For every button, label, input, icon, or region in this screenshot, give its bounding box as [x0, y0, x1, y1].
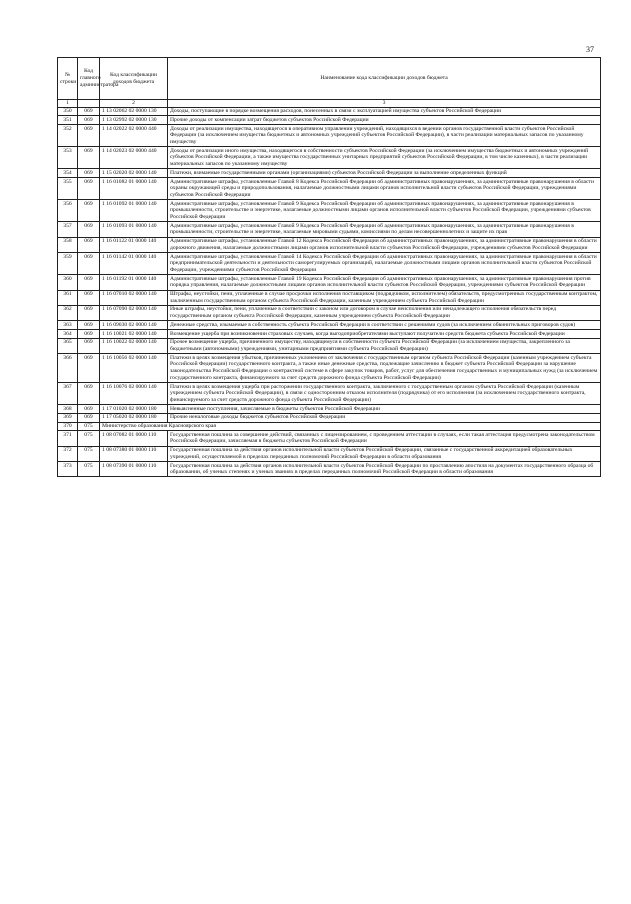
name-cell: Доходы, поступающие в порядке возмещения расходов, понесенных в связи с эксплуатацией имущества субъектов Российской Федерации: [168, 107, 601, 116]
table-row: [58, 116, 601, 125]
budget-code-cell: 1 17 05020 02 0000 180: [100, 413, 168, 422]
name-cell: Иные штрафы, неустойки, пени, уплаченные в соответствии с законом или договором в случае неисполнения или ненадлежащего исполнения обязательств перед государственным органом субъекта Российской Федерации, казенным учреждением субъекта Российской Федерации: [168, 305, 601, 320]
budget-code-cell: 1 16 01093 01 0000 140: [100, 222, 168, 237]
name-cell: Прочие доходы от компенсации затрат бюджетов субъектов Российской Федерации: [168, 116, 601, 125]
table-row: [58, 147, 601, 169]
column-numbers-row: [58, 100, 601, 108]
row-number-cell: 373: [58, 462, 78, 477]
table-row: [58, 178, 601, 200]
budget-code-cell: 1 08 07380 01 0000 110: [100, 446, 168, 461]
column-number: 1: [58, 100, 78, 108]
row-number-cell: 355: [58, 178, 78, 200]
name-cell: Штрафы, неустойки, пени, уплаченные в случае просрочки исполнения поставщиком (подрядчиком, исполнителем) обязательств, предусмотренных государственным контрактом, заключенным государственным органом субъекта Российской Федерации, казенным учреждением субъекта Российской Федерации: [168, 290, 601, 305]
admin-code-cell: 069: [78, 237, 100, 252]
admin-code-cell: 069: [78, 290, 100, 305]
budget-code-cell: 1 16 01122 01 0000 140: [100, 237, 168, 252]
admin-code-cell: 075: [78, 422, 100, 431]
row-number-cell: 361: [58, 290, 78, 305]
name-cell: Доходы от реализации имущества, находящегося в оперативном управлении учреждений, находящихся в ведении органов государственной власти субъектов Российской Федерации (за исключением имущества бюджетных и автономных учреждений субъектов Российской Федерации), в части реализации материальных запасов по указанному имуществу: [168, 125, 601, 147]
budget-code-cell: 1 16 09030 02 0000 140: [100, 321, 168, 330]
name-cell: Платежи в целях возмещения ущерба при расторжении государственного контракта, заключенного с государственным органом субъекта Российской Федерации (казенным учреждением субъекта Российской Федерации), в связи с односторонним отказом исполнителя (подрядчика) от его исполнения (за исключением государственного контракта, финансируемого за счет средств дорожного фонда субъекта Российской Федерации): [168, 383, 601, 405]
admin-code-cell: 069: [78, 405, 100, 414]
admin-code-cell: 069: [78, 354, 100, 383]
admin-code-cell: 069: [78, 413, 100, 422]
budget-code-cell: 1 16 01092 01 0000 140: [100, 200, 168, 222]
row-number-cell: 365: [58, 338, 78, 353]
budget-code-cell: 1 13 02062 02 0000 130: [100, 107, 168, 116]
row-number-cell: 351: [58, 116, 78, 125]
column-header-budget-code: Код классификации доходов бюджета: [100, 58, 168, 100]
row-number-cell: 358: [58, 237, 78, 252]
name-cell: Невыясненные поступления, зачисляемые в бюджеты субъектов Российской Федерации: [168, 405, 601, 414]
table-row: [58, 462, 601, 477]
table-row: [58, 275, 601, 290]
row-number-cell: 362: [58, 305, 78, 320]
budget-code-cell: 1 17 01020 02 0000 180: [100, 405, 168, 414]
admin-code-cell: 075: [78, 431, 100, 446]
budget-code-cell: 1 08 07390 01 0000 110: [100, 462, 168, 477]
table-row: [58, 237, 601, 252]
table-row: [58, 338, 601, 353]
table-row: [58, 431, 601, 446]
row-number-cell: 353: [58, 147, 78, 169]
table-row: [58, 446, 601, 461]
budget-code-cell: 1 16 01082 01 0000 140: [100, 178, 168, 200]
row-number-cell: 364: [58, 330, 78, 339]
budget-code-cell: 1 16 10076 02 0000 140: [100, 383, 168, 405]
name-cell: Прочее возмещение ущерба, причиненного имуществу, находящемуся в собственности субъекта Российской Федерации (за исключением имущества, закрепленного за бюджетными (автономными) учреждениями, унитарными предприятиями субъекта Российской Федерации): [168, 338, 601, 353]
admin-code-cell: 069: [78, 275, 100, 290]
name-cell: Административные штрафы, установленные Главой 12 Кодекса Российской Федерации об административных правонарушениях, за административные правонарушения в области дорожного движения, налагаемые должностными лицами органов исполнительной власти субъектов Российской Федерации, учреждениями субъектов Российской Федерации: [168, 237, 601, 252]
admin-code-cell: 075: [78, 462, 100, 477]
admin-code-cell: 069: [78, 321, 100, 330]
budget-code-cell: 1 14 02023 02 0000 440: [100, 147, 168, 169]
admin-code-cell: 069: [78, 222, 100, 237]
table-row: [58, 330, 601, 339]
admin-code-cell: 075: [78, 446, 100, 461]
admin-code-cell: 069: [78, 169, 100, 178]
name-cell: Денежные средства, изымаемые в собственность субъекта Российской Федерации в соответствии с решениями судов (за исключением обвинительных приговоров судов): [168, 321, 601, 330]
admin-code-cell: 069: [78, 305, 100, 320]
table-row: [58, 222, 601, 237]
admin-code-cell: 069: [78, 330, 100, 339]
name-cell: Административные штрафы, установленные Главой 9 Кодекса Российской Федерации об административных правонарушениях, за административные правонарушения в промышленности, строительстве и энергетике, налагаемые должностными лицами органов исполнительной власти субъектов Российской Федерации, учреждениями субъектов Российской Федерации: [168, 200, 601, 222]
budget-classification-table: [57, 57, 601, 477]
column-header-row-number: № строки: [58, 58, 78, 100]
admin-code-cell: 069: [78, 178, 100, 200]
table-body: [58, 107, 601, 477]
row-number-cell: 371: [58, 431, 78, 446]
name-cell: Возмещение ущерба при возникновении страховых случаев, когда выгодоприобретателями выступают получатели средств бюджета субъекта Российской Федерации: [168, 330, 601, 339]
budget-code-cell: Министерство образования Красноярского края: [100, 422, 168, 431]
column-number: 3: [168, 100, 601, 108]
column-number: 2: [100, 100, 168, 108]
budget-code-cell: 1 16 07090 02 0000 140: [100, 305, 168, 320]
table-row: [58, 290, 601, 305]
table-row: [58, 107, 601, 116]
name-cell: Прочие неналоговые доходы бюджетов субъектов Российской Федерации: [168, 413, 601, 422]
table-row: [58, 125, 601, 147]
row-number-cell: 352: [58, 125, 78, 147]
name-cell: [168, 422, 601, 431]
column-number: [78, 100, 100, 108]
row-number-cell: 354: [58, 169, 78, 178]
row-number-cell: 372: [58, 446, 78, 461]
name-cell: Государственная пошлина за совершение действий, связанных с лицензированием, с проведением аттестации в случаях, если такая аттестация предусмотрена законодательством Российской Федерации, зачисляемая в бюджеты субъектов Российской Федерации: [168, 431, 601, 446]
name-cell: Административные штрафы, установленные Главой 9 Кодекса Российской Федерации об административных правонарушениях, за административные правонарушения в промышленности, строительстве и энергетике, налагаемые мировыми судьями, комиссиями по делам несовершеннолетних и защите их прав: [168, 222, 601, 237]
budget-code-cell: 1 08 07082 01 0000 110: [100, 431, 168, 446]
page-number: 37: [586, 45, 594, 54]
row-number-cell: 367: [58, 383, 78, 405]
table-row: [58, 422, 601, 431]
admin-code-cell: 069: [78, 147, 100, 169]
budget-code-cell: 1 14 02022 02 0000 440: [100, 125, 168, 147]
budget-code-cell: 1 16 10022 02 0000 140: [100, 338, 168, 353]
name-cell: Административные штрафы, установленные Главой 19 Кодекса Российской Федерации об административных правонарушениях, за административные правонарушения против порядка управления, налагаемые должностными лицами органов исполнительной власти субъектов Российской Федерации, учреждениями субъектов Российской Федерации: [168, 275, 601, 290]
name-cell: Платежи в целях возмещения убытков, причиненных уклонением от заключения с государственным органом субъекта Российской Федерации (казенным учреждением субъекта Российской Федерации) государственного контракта, а также иные денежные средства, подлежащие зачислению в бюджет субъекта Российской Федерации за нарушение законодательства Российской Федерации о контрактной системе в сфере закупок товаров, работ, услуг для обеспечения государственных и муниципальных нужд (за исключением государственного контракта, финансируемого за счет средств дорожного фонда субъекта Российской Федерации): [168, 354, 601, 383]
name-cell: Платежи, взимаемые государственными органами (организациями) субъектов Российской Федерации за выполнение определенных функций: [168, 169, 601, 178]
table-row: [58, 321, 601, 330]
budget-code-cell: 1 16 01142 01 0000 140: [100, 253, 168, 275]
admin-code-cell: 069: [78, 383, 100, 405]
row-number-cell: 369: [58, 413, 78, 422]
name-cell: Административные штрафы, установленные Главой 14 Кодекса Российской Федерации об административных правонарушениях, за административные правонарушения в области предпринимательской деятельности и деятельности саморегулируемых организаций, налагаемые должностными лицами органов исполнительной власти субъектов Российской Федерации, учреждениями субъектов Российской Федерации: [168, 253, 601, 275]
row-number-cell: 363: [58, 321, 78, 330]
table-row: [58, 413, 601, 422]
table-row: [58, 354, 601, 383]
row-number-cell: 360: [58, 275, 78, 290]
admin-code-cell: 069: [78, 200, 100, 222]
admin-code-cell: 069: [78, 116, 100, 125]
row-number-cell: 350: [58, 107, 78, 116]
name-cell: Государственная пошлина за действия органов исполнительной власти субъектов Российской Федерации по проставлению апостиля на документах государственного образца об образовании, об ученых степенях и ученых званиях в пределах переданных полномочий Российской Федерации в области образования: [168, 462, 601, 477]
budget-code-cell: 1 16 01192 01 0000 140: [100, 275, 168, 290]
row-number-cell: 357: [58, 222, 78, 237]
admin-code-cell: 069: [78, 338, 100, 353]
budget-code-cell: 1 16 10056 02 0000 140: [100, 354, 168, 383]
name-cell: Административные штрафы, установленные Главой 8 Кодекса Российской Федерации об административных правонарушениях, за административные правонарушения в области охраны окружающей среды и природопользования, налагаемые должностными лицами органов исполнительной власти субъектов Российской Федерации, учреждениями субъектов Российской Федерации: [168, 178, 601, 200]
name-cell: Государственная пошлина за действия органов исполнительной власти субъектов Российской Федерации, связанные с государственной аккредитацией образовательных учреждений, осуществляемой в пределах переданных полномочий Российской Федерации в области образования: [168, 446, 601, 461]
budget-code-cell: 1 15 02020 02 0000 140: [100, 169, 168, 178]
table-row: [58, 305, 601, 320]
column-header-admin-code: Код главного администратора: [78, 58, 100, 100]
table-row: [58, 200, 601, 222]
admin-code-cell: 069: [78, 253, 100, 275]
table-row: [58, 253, 601, 275]
row-number-cell: 370: [58, 422, 78, 431]
row-number-cell: 356: [58, 200, 78, 222]
budget-code-cell: 1 16 10021 02 0000 140: [100, 330, 168, 339]
budget-code-cell: 1 13 02992 02 0000 130: [100, 116, 168, 125]
table-row: [58, 405, 601, 414]
admin-code-cell: 069: [78, 107, 100, 116]
name-cell: Доходы от реализации иного имущества, находящегося в собственности субъектов Российской Федерации (за исключением имущества бюджетных и автономных учреждений субъектов Российской Федерации, а также имущества государственных унитарных предприятий субъектов Российской Федерации, в том числе казенных), в части реализации материальных запасов по указанному имуществу: [168, 147, 601, 169]
budget-code-cell: 1 16 07010 02 0000 140: [100, 290, 168, 305]
row-number-cell: 359: [58, 253, 78, 275]
table-row: [58, 169, 601, 178]
admin-code-cell: 069: [78, 125, 100, 147]
table-header-row: [58, 58, 601, 100]
column-header-name: Наименование кода классификации доходов бюджета: [168, 58, 601, 100]
row-number-cell: 368: [58, 405, 78, 414]
row-number-cell: 366: [58, 354, 78, 383]
table-row: [58, 383, 601, 405]
